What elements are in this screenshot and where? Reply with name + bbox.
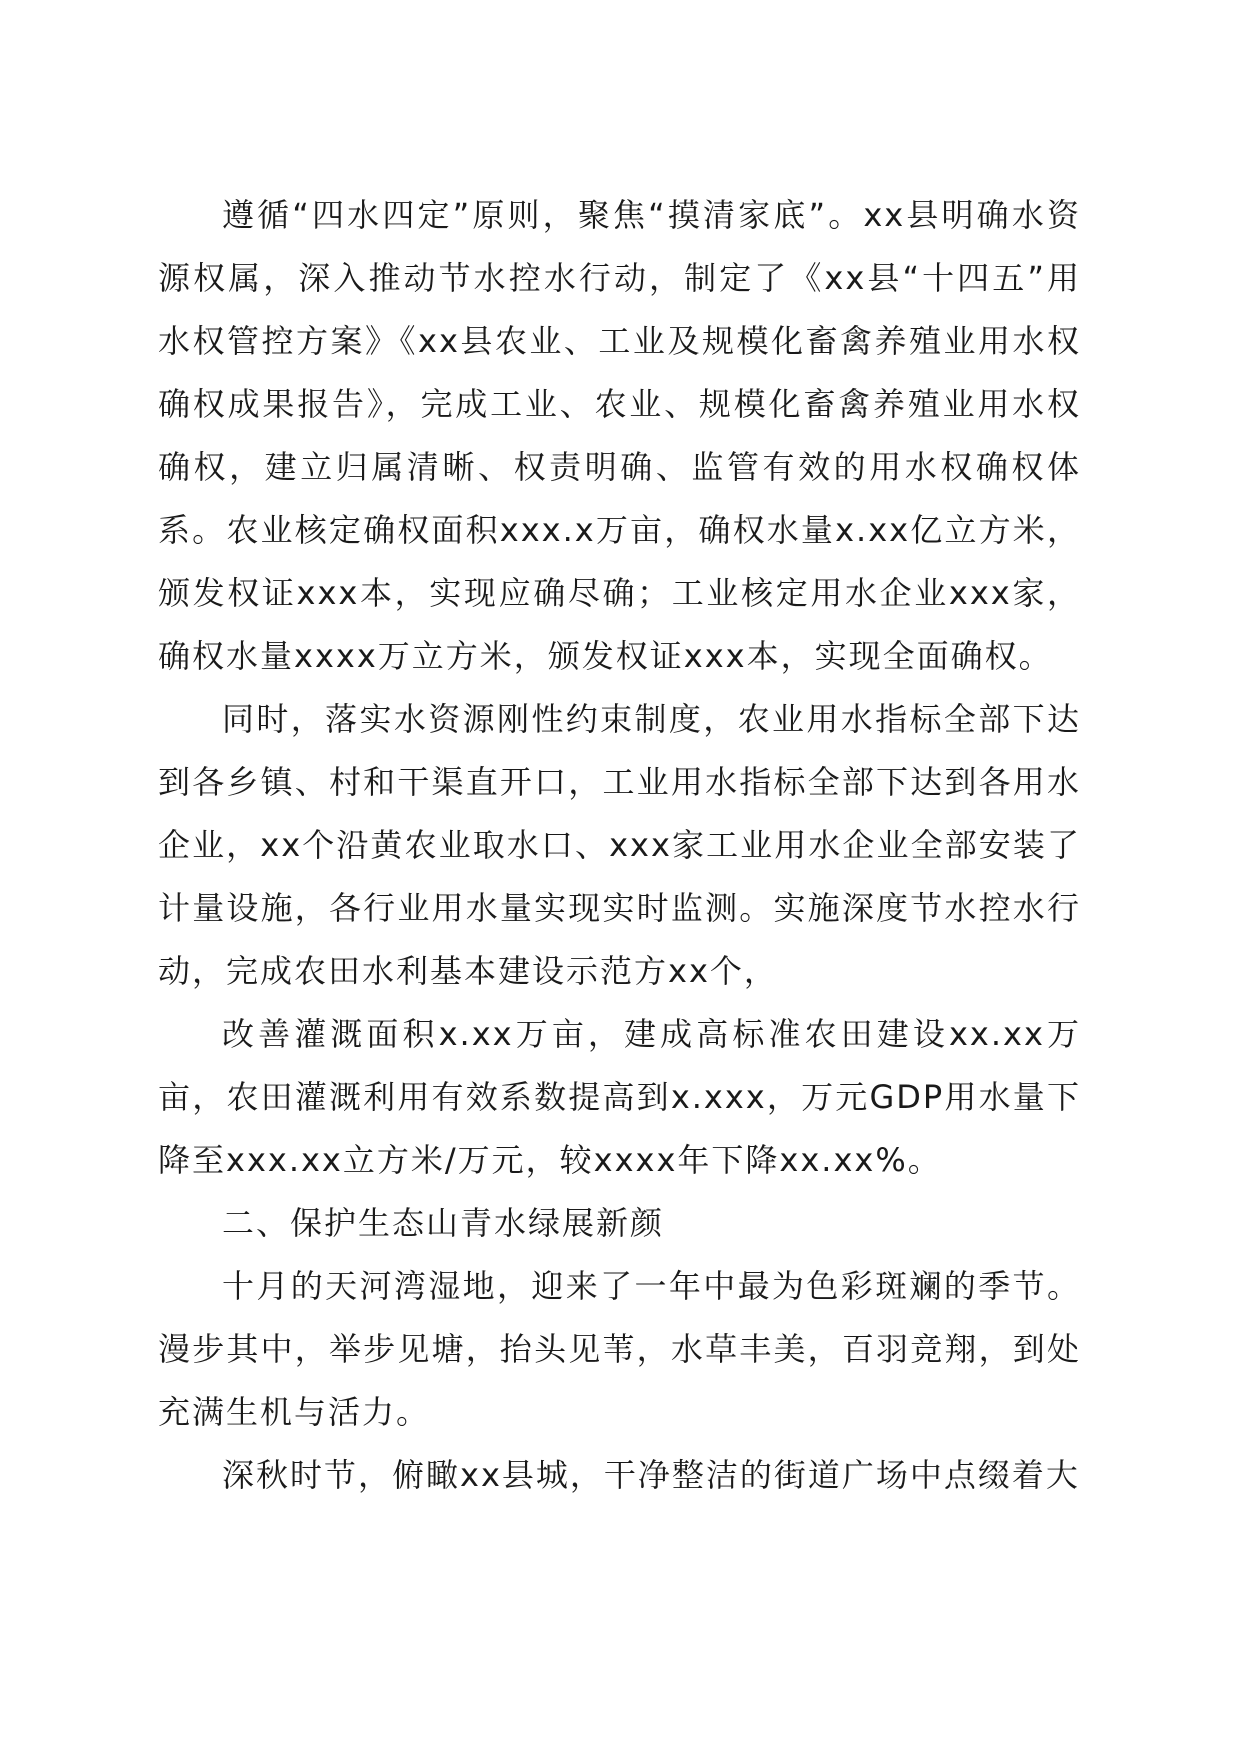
paragraph-water-constraint: 同时，落实水资源刚性约束制度，农业用水指标全部下达到各乡镇、村和干渠直开口，工业用水指标全部下达到各用水企业，xx个沿黄农业取水口、xxx家工业用水企业全部安装了计量设施，各行业用水量实现实时监测。实施深度节水控水行动，完成农田水利基本建设示范方xx个， [158,700,1081,990]
paragraph-water-rights: 遵循“四水四定”原则，聚焦“摸清家底”。xx县明确水资源权属，深入推动节水控水行动，制定了《xx县“十四五”用水权管控方案》《xx县农业、工业及规模化畜禽养殖业用水权确权成果报告》，完成工业、农业、规模化畜禽养殖业用水权确权，建立归属清晰、权责明确、监管有效的用水权确权体系。农业核定确权面积xxx.x万亩，确权水量x.xx亿立方米，颁发权证xxx本，实现应确尽确；工业核定用水企业xxx家，确权水量xxxx万立方米，颁发权证xxx本，实现全面确权。 [158,196,1081,675]
section-heading: 二、保护生态山青水绿展新颜 [222,1204,665,1242]
paragraph-county-town: 深秋时节，俯瞰xx县城，干净整洁的街道广场中点缀着大 [222,1456,1080,1494]
paragraph-wetland: 十月的天河湾湿地，迎来了一年中最为色彩斑斓的季节。漫步其中，举步见塘，抬头见苇，水草丰美，百羽竞翔，到处充满生机与活力。 [158,1267,1081,1431]
document-body [158,184,1081,1507]
paragraph-irrigation: 改善灌溉面积x.xx万亩，建成高标准农田建设xx.xx万亩，农田灌溉利用有效系数提高到x.xxx，万元GDP用水量下降至xxx.xx立方米/万元，较xxxx年下降xx.xx%。 [158,1015,1081,1179]
